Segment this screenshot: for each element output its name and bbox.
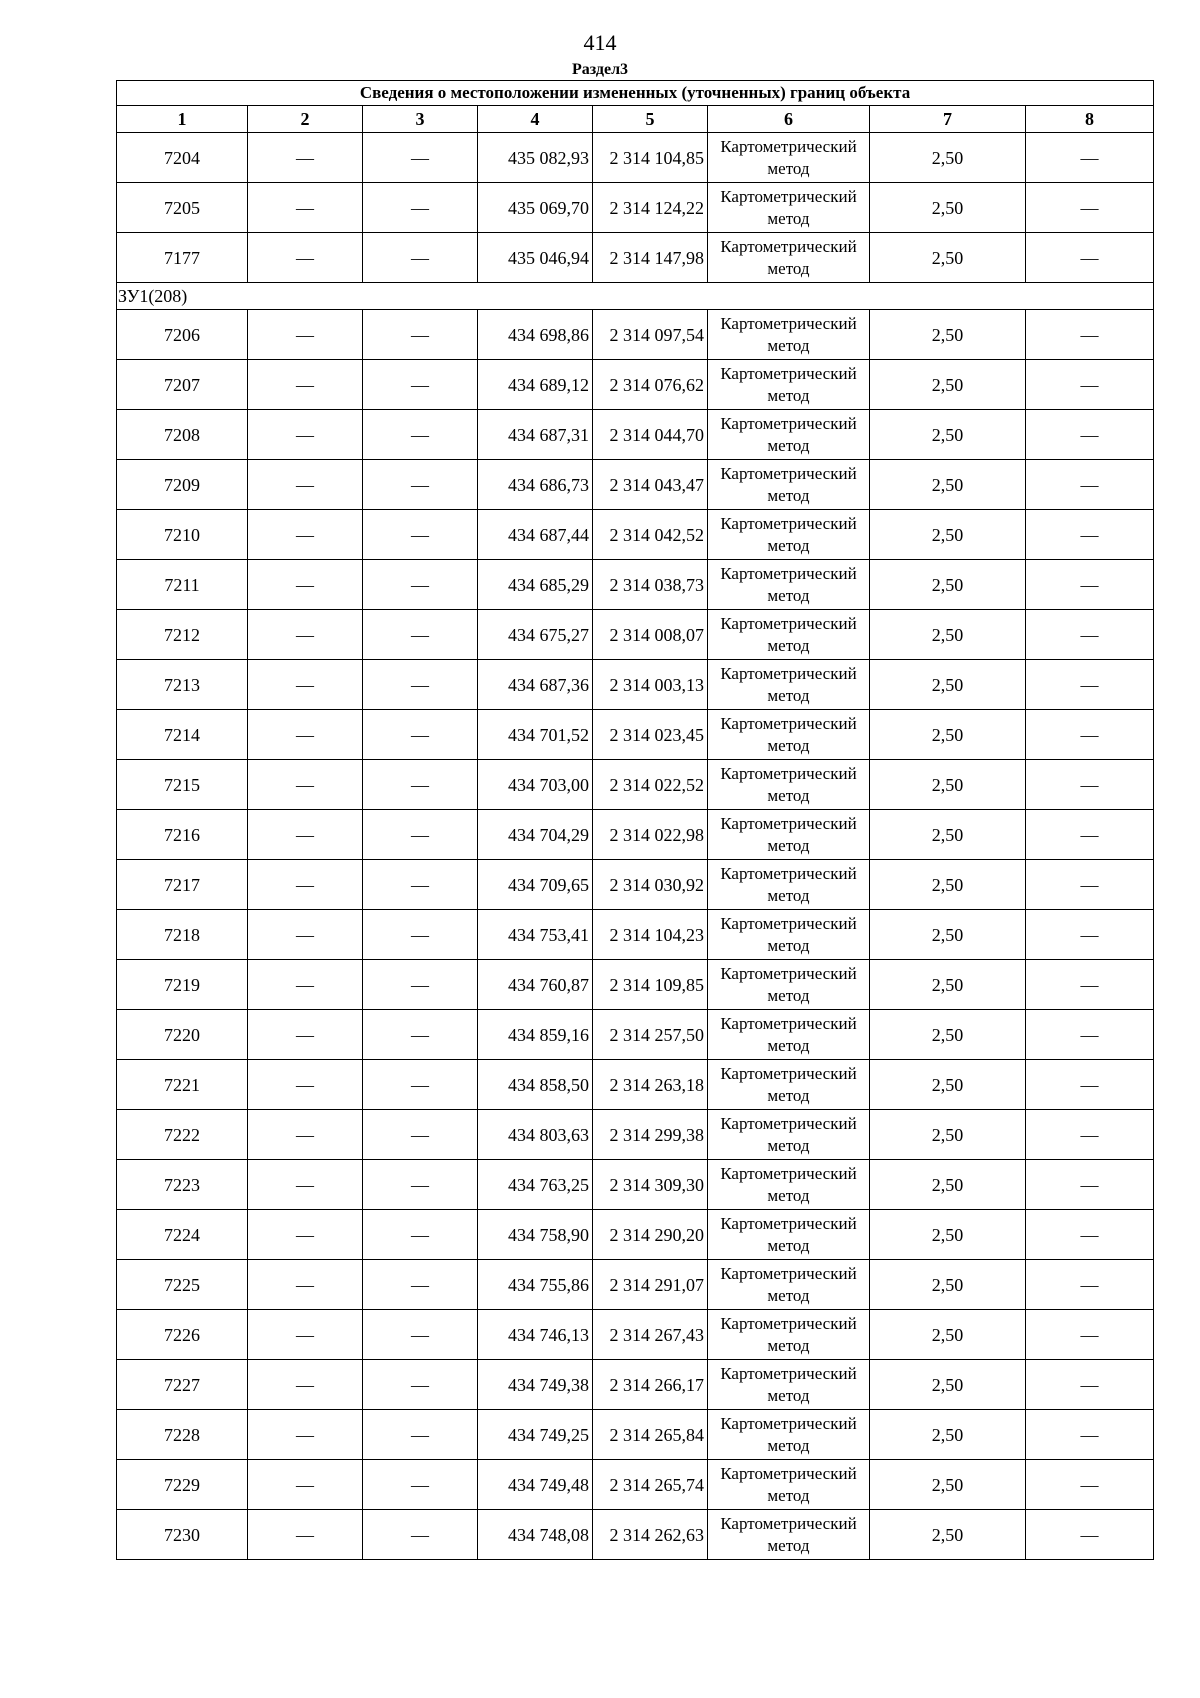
col3-cell: —	[363, 1360, 478, 1410]
point-number-cell: 7209	[117, 460, 248, 510]
table-row	[117, 910, 1154, 960]
col2-cell: —	[248, 360, 363, 410]
accuracy-cell: 2,50	[870, 1210, 1026, 1260]
x-coordinate-cell: 434 689,12	[478, 360, 593, 410]
point-number-cell: 7213	[117, 660, 248, 710]
table-row	[117, 233, 1154, 283]
column-header: 4	[478, 106, 593, 133]
point-number-cell: 7210	[117, 510, 248, 560]
group-row	[117, 283, 1154, 310]
y-coordinate-cell: 2 314 309,30	[593, 1160, 708, 1210]
accuracy-cell: 2,50	[870, 860, 1026, 910]
col8-cell: —	[1026, 1260, 1154, 1310]
col2-cell: —	[248, 1160, 363, 1210]
y-coordinate-cell: 2 314 290,20	[593, 1210, 708, 1260]
col8-cell: —	[1026, 860, 1154, 910]
x-coordinate-cell: 434 749,48	[478, 1460, 593, 1510]
col8-cell: —	[1026, 1510, 1154, 1560]
method-cell: Картометрический метод	[708, 1410, 870, 1460]
col2-cell: —	[248, 1260, 363, 1310]
col2-cell: —	[248, 1010, 363, 1060]
x-coordinate-cell: 434 749,25	[478, 1410, 593, 1460]
x-coordinate-cell: 434 753,41	[478, 910, 593, 960]
point-number-cell: 7224	[117, 1210, 248, 1260]
point-number-cell: 7177	[117, 233, 248, 283]
col8-cell: —	[1026, 1410, 1154, 1460]
col2-cell: —	[248, 1360, 363, 1410]
col3-cell: —	[363, 1210, 478, 1260]
method-cell: Картометрический метод	[708, 1210, 870, 1260]
group-label: ЗУ1(208)	[117, 283, 1154, 310]
col8-cell: —	[1026, 460, 1154, 510]
y-coordinate-cell: 2 314 147,98	[593, 233, 708, 283]
y-coordinate-cell: 2 314 124,22	[593, 183, 708, 233]
point-number-cell: 7211	[117, 560, 248, 610]
point-number-cell: 7226	[117, 1310, 248, 1360]
col3-cell: —	[363, 460, 478, 510]
x-coordinate-cell: 434 858,50	[478, 1060, 593, 1110]
col8-cell: —	[1026, 233, 1154, 283]
x-coordinate-cell: 434 709,65	[478, 860, 593, 910]
point-number-cell: 7207	[117, 360, 248, 410]
accuracy-cell: 2,50	[870, 1160, 1026, 1210]
table-row	[117, 1010, 1154, 1060]
point-number-cell: 7222	[117, 1110, 248, 1160]
method-cell: Картометрический метод	[708, 310, 870, 360]
table-title-row	[117, 81, 1154, 106]
accuracy-cell: 2,50	[870, 183, 1026, 233]
page-number: 414	[583, 30, 617, 55]
x-coordinate-cell: 434 704,29	[478, 810, 593, 860]
point-number-cell: 7221	[117, 1060, 248, 1110]
x-coordinate-cell: 434 749,38	[478, 1360, 593, 1410]
col3-cell: —	[363, 1510, 478, 1560]
method-cell: Картометрический метод	[708, 1110, 870, 1160]
method-cell: Картометрический метод	[708, 1510, 870, 1560]
accuracy-cell: 2,50	[870, 410, 1026, 460]
method-cell: Картометрический метод	[708, 410, 870, 460]
y-coordinate-cell: 2 314 265,84	[593, 1410, 708, 1460]
col2-cell: —	[248, 183, 363, 233]
table-row	[117, 183, 1154, 233]
accuracy-cell: 2,50	[870, 810, 1026, 860]
method-cell: Картометрический метод	[708, 460, 870, 510]
col8-cell: —	[1026, 1010, 1154, 1060]
accuracy-cell: 2,50	[870, 510, 1026, 560]
col8-cell: —	[1026, 1210, 1154, 1260]
y-coordinate-cell: 2 314 076,62	[593, 360, 708, 410]
table-row	[117, 560, 1154, 610]
col8-cell: —	[1026, 910, 1154, 960]
y-coordinate-cell: 2 314 299,38	[593, 1110, 708, 1160]
method-cell: Картометрический метод	[708, 710, 870, 760]
x-coordinate-cell: 435 069,70	[478, 183, 593, 233]
x-coordinate-cell: 434 701,52	[478, 710, 593, 760]
col3-cell: —	[363, 1310, 478, 1360]
method-cell: Картометрический метод	[708, 660, 870, 710]
col2-cell: —	[248, 1210, 363, 1260]
table-row	[117, 1210, 1154, 1260]
point-number-cell: 7225	[117, 1260, 248, 1310]
col3-cell: —	[363, 1460, 478, 1510]
col8-cell: —	[1026, 510, 1154, 560]
col2-cell: —	[248, 710, 363, 760]
table-row	[117, 310, 1154, 360]
method-cell: Картометрический метод	[708, 810, 870, 860]
x-coordinate-cell: 434 686,73	[478, 460, 593, 510]
x-coordinate-cell: 434 758,90	[478, 1210, 593, 1260]
col3-cell: —	[363, 860, 478, 910]
column-header: 1	[117, 106, 248, 133]
method-cell: Картометрический метод	[708, 560, 870, 610]
point-number-cell: 7223	[117, 1160, 248, 1210]
table-row	[117, 410, 1154, 460]
accuracy-cell: 2,50	[870, 310, 1026, 360]
col8-cell: —	[1026, 133, 1154, 183]
col2-cell: —	[248, 233, 363, 283]
col3-cell: —	[363, 1160, 478, 1210]
table-row	[117, 960, 1154, 1010]
method-cell: Картометрический метод	[708, 1310, 870, 1360]
section-label: Раздел3	[571, 61, 629, 78]
accuracy-cell: 2,50	[870, 460, 1026, 510]
point-number-cell: 7214	[117, 710, 248, 760]
y-coordinate-cell: 2 314 104,23	[593, 910, 708, 960]
accuracy-cell: 2,50	[870, 1110, 1026, 1160]
point-number-cell: 7215	[117, 760, 248, 810]
col2-cell: —	[248, 460, 363, 510]
col3-cell: —	[363, 1110, 478, 1160]
accuracy-cell: 2,50	[870, 360, 1026, 410]
point-number-cell: 7219	[117, 960, 248, 1010]
method-cell: Картометрический метод	[708, 1260, 870, 1310]
method-cell: Картометрический метод	[708, 1010, 870, 1060]
y-coordinate-cell: 2 314 109,85	[593, 960, 708, 1010]
point-number-cell: 7217	[117, 860, 248, 910]
x-coordinate-cell: 434 703,00	[478, 760, 593, 810]
table-row	[117, 1160, 1154, 1210]
col2-cell: —	[248, 1060, 363, 1110]
x-coordinate-cell: 434 687,36	[478, 660, 593, 710]
col3-cell: —	[363, 1010, 478, 1060]
method-cell: Картометрический метод	[708, 233, 870, 283]
column-header: 2	[248, 106, 363, 133]
col3-cell: —	[363, 910, 478, 960]
col8-cell: —	[1026, 710, 1154, 760]
table-header-row	[117, 106, 1154, 133]
col3-cell: —	[363, 660, 478, 710]
col2-cell: —	[248, 610, 363, 660]
y-coordinate-cell: 2 314 104,85	[593, 133, 708, 183]
table-row	[117, 510, 1154, 560]
col8-cell: —	[1026, 610, 1154, 660]
accuracy-cell: 2,50	[870, 1510, 1026, 1560]
accuracy-cell: 2,50	[870, 760, 1026, 810]
accuracy-cell: 2,50	[870, 133, 1026, 183]
table-row	[117, 610, 1154, 660]
x-coordinate-cell: 434 685,29	[478, 560, 593, 610]
point-number-cell: 7230	[117, 1510, 248, 1560]
y-coordinate-cell: 2 314 023,45	[593, 710, 708, 760]
col2-cell: —	[248, 133, 363, 183]
point-number-cell: 7204	[117, 133, 248, 183]
point-number-cell: 7228	[117, 1410, 248, 1460]
table-row	[117, 660, 1154, 710]
col2-cell: —	[248, 1460, 363, 1510]
col8-cell: —	[1026, 810, 1154, 860]
x-coordinate-cell: 434 687,44	[478, 510, 593, 560]
accuracy-cell: 2,50	[870, 660, 1026, 710]
point-number-cell: 7212	[117, 610, 248, 660]
col8-cell: —	[1026, 660, 1154, 710]
accuracy-cell: 2,50	[870, 1260, 1026, 1310]
x-coordinate-cell: 434 755,86	[478, 1260, 593, 1310]
col3-cell: —	[363, 960, 478, 1010]
col2-cell: —	[248, 560, 363, 610]
col2-cell: —	[248, 760, 363, 810]
col8-cell: —	[1026, 760, 1154, 810]
method-cell: Картометрический метод	[708, 1360, 870, 1410]
y-coordinate-cell: 2 314 043,47	[593, 460, 708, 510]
point-number-cell: 7227	[117, 1360, 248, 1410]
column-header: 3	[363, 106, 478, 133]
y-coordinate-cell: 2 314 008,07	[593, 610, 708, 660]
method-cell: Картометрический метод	[708, 910, 870, 960]
x-coordinate-cell: 435 082,93	[478, 133, 593, 183]
col2-cell: —	[248, 810, 363, 860]
col2-cell: —	[248, 960, 363, 1010]
col8-cell: —	[1026, 183, 1154, 233]
y-coordinate-cell: 2 314 042,52	[593, 510, 708, 560]
col3-cell: —	[363, 310, 478, 360]
method-cell: Картометрический метод	[708, 860, 870, 910]
col3-cell: —	[363, 183, 478, 233]
col3-cell: —	[363, 133, 478, 183]
table-row	[117, 760, 1154, 810]
table-row	[117, 1410, 1154, 1460]
accuracy-cell: 2,50	[870, 560, 1026, 610]
accuracy-cell: 2,50	[870, 1410, 1026, 1460]
method-cell: Картометрический метод	[708, 1160, 870, 1210]
accuracy-cell: 2,50	[870, 910, 1026, 960]
col8-cell: —	[1026, 360, 1154, 410]
method-cell: Картометрический метод	[708, 183, 870, 233]
col2-cell: —	[248, 410, 363, 460]
column-header: 7	[870, 106, 1026, 133]
col2-cell: —	[248, 1410, 363, 1460]
table-row	[117, 1360, 1154, 1410]
col3-cell: —	[363, 810, 478, 860]
col3-cell: —	[363, 1260, 478, 1310]
col8-cell: —	[1026, 1110, 1154, 1160]
table-row	[117, 1060, 1154, 1110]
col8-cell: —	[1026, 1060, 1154, 1110]
col3-cell: —	[363, 410, 478, 460]
table-row	[117, 1310, 1154, 1360]
x-coordinate-cell: 434 746,13	[478, 1310, 593, 1360]
col3-cell: —	[363, 560, 478, 610]
table-row	[117, 860, 1154, 910]
y-coordinate-cell: 2 314 022,98	[593, 810, 708, 860]
point-number-cell: 7205	[117, 183, 248, 233]
y-coordinate-cell: 2 314 097,54	[593, 310, 708, 360]
y-coordinate-cell: 2 314 044,70	[593, 410, 708, 460]
column-header: 5	[593, 106, 708, 133]
col3-cell: —	[363, 710, 478, 760]
col3-cell: —	[363, 760, 478, 810]
x-coordinate-cell: 434 760,87	[478, 960, 593, 1010]
accuracy-cell: 2,50	[870, 1310, 1026, 1360]
col3-cell: —	[363, 1410, 478, 1460]
y-coordinate-cell: 2 314 257,50	[593, 1010, 708, 1060]
col8-cell: —	[1026, 560, 1154, 610]
column-header: 8	[1026, 106, 1154, 133]
accuracy-cell: 2,50	[870, 1060, 1026, 1110]
col2-cell: —	[248, 910, 363, 960]
col3-cell: —	[363, 610, 478, 660]
col2-cell: —	[248, 660, 363, 710]
accuracy-cell: 2,50	[870, 710, 1026, 760]
x-coordinate-cell: 435 046,94	[478, 233, 593, 283]
y-coordinate-cell: 2 314 265,74	[593, 1460, 708, 1510]
col8-cell: —	[1026, 1360, 1154, 1410]
x-coordinate-cell: 434 803,63	[478, 1110, 593, 1160]
x-coordinate-cell: 434 687,31	[478, 410, 593, 460]
method-cell: Картометрический метод	[708, 1460, 870, 1510]
y-coordinate-cell: 2 314 266,17	[593, 1360, 708, 1410]
method-cell: Картометрический метод	[708, 960, 870, 1010]
col2-cell: —	[248, 1110, 363, 1160]
col2-cell: —	[248, 1310, 363, 1360]
col3-cell: —	[363, 233, 478, 283]
col2-cell: —	[248, 310, 363, 360]
table-row	[117, 810, 1154, 860]
y-coordinate-cell: 2 314 022,52	[593, 760, 708, 810]
col8-cell: —	[1026, 960, 1154, 1010]
table-row	[117, 360, 1154, 410]
accuracy-cell: 2,50	[870, 610, 1026, 660]
table-row	[117, 710, 1154, 760]
table-row	[117, 1510, 1154, 1560]
method-cell: Картометрический метод	[708, 760, 870, 810]
col2-cell: —	[248, 510, 363, 560]
y-coordinate-cell: 2 314 038,73	[593, 560, 708, 610]
col3-cell: —	[363, 1060, 478, 1110]
coordinates-table	[116, 80, 1154, 1560]
x-coordinate-cell: 434 698,86	[478, 310, 593, 360]
accuracy-cell: 2,50	[870, 1360, 1026, 1410]
x-coordinate-cell: 434 675,27	[478, 610, 593, 660]
col8-cell: —	[1026, 410, 1154, 460]
col2-cell: —	[248, 1510, 363, 1560]
col8-cell: —	[1026, 1460, 1154, 1510]
y-coordinate-cell: 2 314 262,63	[593, 1510, 708, 1560]
table-row	[117, 1260, 1154, 1310]
method-cell: Картометрический метод	[708, 610, 870, 660]
point-number-cell: 7216	[117, 810, 248, 860]
accuracy-cell: 2,50	[870, 233, 1026, 283]
accuracy-cell: 2,50	[870, 1010, 1026, 1060]
col8-cell: —	[1026, 1310, 1154, 1360]
point-number-cell: 7208	[117, 410, 248, 460]
point-number-cell: 7220	[117, 1010, 248, 1060]
x-coordinate-cell: 434 859,16	[478, 1010, 593, 1060]
col2-cell: —	[248, 860, 363, 910]
col8-cell: —	[1026, 1160, 1154, 1210]
method-cell: Картометрический метод	[708, 1060, 870, 1110]
table-row	[117, 1110, 1154, 1160]
method-cell: Картометрический метод	[708, 360, 870, 410]
col3-cell: —	[363, 510, 478, 560]
point-number-cell: 7218	[117, 910, 248, 960]
point-number-cell: 7206	[117, 310, 248, 360]
table-row	[117, 133, 1154, 183]
col8-cell: —	[1026, 310, 1154, 360]
accuracy-cell: 2,50	[870, 1460, 1026, 1510]
table-title: Сведения о местоположении измененных (уточненных) границ объекта	[117, 81, 1154, 106]
col3-cell: —	[363, 360, 478, 410]
x-coordinate-cell: 434 748,08	[478, 1510, 593, 1560]
accuracy-cell: 2,50	[870, 960, 1026, 1010]
x-coordinate-cell: 434 763,25	[478, 1160, 593, 1210]
column-header: 6	[708, 106, 870, 133]
point-number-cell: 7229	[117, 1460, 248, 1510]
y-coordinate-cell: 2 314 003,13	[593, 660, 708, 710]
method-cell: Картометрический метод	[708, 510, 870, 560]
y-coordinate-cell: 2 314 263,18	[593, 1060, 708, 1110]
method-cell: Картометрический метод	[708, 133, 870, 183]
table-row	[117, 460, 1154, 510]
y-coordinate-cell: 2 314 030,92	[593, 860, 708, 910]
y-coordinate-cell: 2 314 267,43	[593, 1310, 708, 1360]
table-row	[117, 1460, 1154, 1510]
y-coordinate-cell: 2 314 291,07	[593, 1260, 708, 1310]
